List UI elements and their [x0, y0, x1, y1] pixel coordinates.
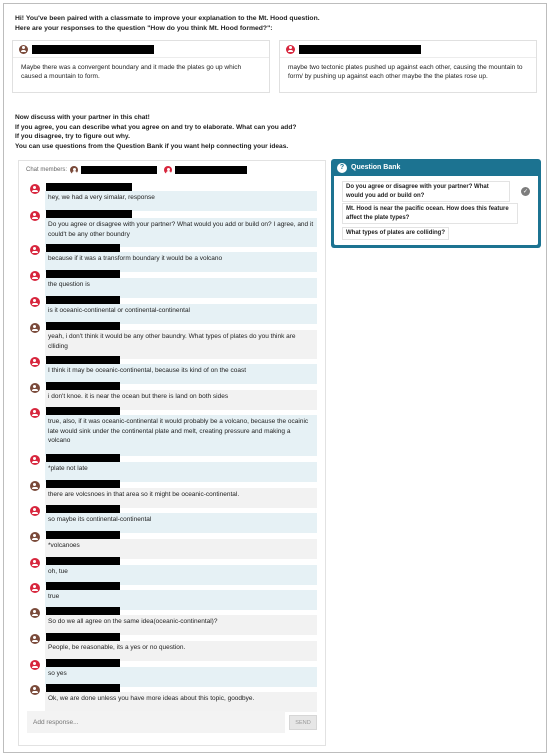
- message-text: Ok, we are done unless you have more ideas about this topic, goodbye.: [45, 692, 317, 712]
- redacted-name: [46, 582, 120, 590]
- check-icon: ✓: [522, 189, 529, 195]
- message-text: is it oceanic-continental or continental-continental: [45, 304, 317, 324]
- user-avatar-icon: [30, 532, 40, 542]
- redacted-name: [46, 633, 120, 641]
- user-avatar-icon: [30, 357, 40, 367]
- message-text: true: [45, 590, 317, 610]
- redacted-name: [46, 480, 120, 488]
- redacted-name: [299, 45, 421, 54]
- intro-line-1: Hi! You've been paired with a classmate to improve your explanation to the Mt. Hood question.: [15, 15, 320, 22]
- redacted-name: [81, 166, 157, 174]
- intro-text: [15, 14, 320, 34]
- user-avatar-icon: [30, 245, 40, 255]
- message-text: yeah, i don't think it would be any other baundry. What types of plates do you think are clliding: [45, 330, 317, 359]
- redacted-name: [46, 210, 132, 218]
- user-avatar-icon: [30, 608, 40, 618]
- instruction-line: If you disagree, try to figure out why.: [15, 133, 130, 141]
- message-text: i don't knoe. it is near the ocean but there is land on both sides: [45, 390, 317, 410]
- instruction-line: If you agree, you can describe what you agree on and try to elaborate. What can you add?: [15, 123, 297, 131]
- instruction-line: You can use questions from the Question Bank if you want help connecting your ideas.: [15, 142, 289, 150]
- user-avatar-icon: [30, 506, 40, 516]
- redacted-name: [46, 407, 120, 415]
- intro-line-2: Here are your responses to the question "How do you think Mt. Hood formed?":: [15, 25, 273, 32]
- redacted-name: [46, 531, 120, 539]
- user-avatar-icon: [30, 481, 40, 491]
- response-input[interactable]: [33, 719, 285, 726]
- response-text: Maybe there was a convergent boundary and it made the plates go up which caused a mountain to form.: [21, 64, 242, 80]
- message-text: *plate not late: [45, 462, 317, 482]
- redacted-name: [46, 557, 120, 565]
- question-mark-icon: ?: [337, 163, 347, 173]
- message-text: the question is: [45, 278, 317, 298]
- response-author: [13, 41, 269, 58]
- redacted-name: [46, 356, 120, 364]
- message-text: I think it may be oceanic-continental, because its kind of on the coast: [45, 364, 317, 384]
- redacted-name: [46, 454, 120, 462]
- chat-message: [19, 407, 325, 458]
- user-avatar-icon: [30, 271, 40, 281]
- user-avatar-icon: [30, 685, 40, 695]
- redacted-name: [32, 45, 154, 54]
- chat-panel: [18, 160, 326, 746]
- user-avatar-icon: [30, 323, 40, 333]
- redacted-name: [46, 296, 120, 304]
- redacted-name: [46, 505, 120, 513]
- message-text: People, be reasonable, its a yes or no question.: [45, 641, 317, 661]
- user-avatar-icon: [30, 408, 40, 418]
- user-avatar-icon: [30, 383, 40, 393]
- redacted-name: [46, 244, 120, 252]
- user-avatar-icon: [30, 184, 40, 194]
- user-avatar-icon: [286, 45, 295, 54]
- message-text: *volcanoes: [45, 539, 317, 559]
- chat-message: [19, 684, 325, 714]
- message-text: Do you agree or disagree with your partner? What would you add or build on? I agree, and it could't be any other boundry: [45, 218, 317, 247]
- question-bank: [331, 159, 541, 248]
- question-bank-header: [331, 159, 541, 176]
- user-avatar-icon: [19, 45, 28, 54]
- user-avatar-icon: [30, 634, 40, 644]
- message-text: so maybe its continental-continental: [45, 513, 317, 533]
- page-frame: [3, 3, 547, 753]
- partner-response-card-2: [279, 40, 537, 93]
- redacted-name: [46, 607, 120, 615]
- message-text: true, also, if it was oceanic-continental it would probably be a volcano, because the ocainic late would sink under the continental plate and melt, creating pressure and making a volcano: [45, 415, 317, 456]
- user-avatar-icon: [30, 211, 40, 221]
- question-bank-item[interactable]: Do you agree or disagree with your partner? What would you add or build on?: [342, 181, 510, 202]
- chat-message: [19, 183, 325, 213]
- message-text: So do we all agree on the same idea(oceanic-continental)?: [45, 615, 317, 635]
- question-bank-title: Question Bank: [351, 164, 401, 171]
- message-text: oh, tue: [45, 565, 317, 585]
- message-text: because if it was a transform boundary it would be a volcano: [45, 252, 317, 272]
- message-text: there are volcsnoes in that area so it might be oceanic-continental.: [45, 488, 317, 508]
- response-text: maybe two tectonic plates pushed up against each other, causing the mountain to form/ by pushing up against each other maybe the the plates rose up.: [288, 64, 523, 80]
- question-bank-item[interactable]: What types of plates are colliding?: [342, 227, 449, 240]
- message-text: hey, we had a very simalar, response: [45, 191, 317, 211]
- question-bank-list: [334, 176, 538, 245]
- redacted-name: [46, 270, 120, 278]
- chat-members: [26, 166, 247, 174]
- user-avatar-icon: [30, 660, 40, 670]
- redacted-name: [46, 382, 120, 390]
- partner-response-card-1: [12, 40, 270, 93]
- send-button[interactable]: SEND: [289, 715, 317, 730]
- user-avatar-icon: [30, 558, 40, 568]
- question-bank-item[interactable]: Mt. Hood is near the pacific ocean. How does this feature affect the plate types?: [342, 203, 518, 224]
- user-avatar-icon: [70, 166, 78, 174]
- instruction-line: Now discuss with your partner in this chat!: [15, 114, 150, 121]
- message-text: so yes: [45, 667, 317, 687]
- redacted-name: [46, 684, 120, 692]
- chat-instructions: [15, 113, 296, 151]
- redacted-name: [46, 183, 132, 191]
- redacted-name: [175, 166, 247, 174]
- user-avatar-icon: [164, 166, 172, 174]
- redacted-name: [46, 659, 120, 667]
- redacted-name: [46, 322, 120, 330]
- chat-members-label: Chat members:: [26, 167, 68, 173]
- user-avatar-icon: [30, 583, 40, 593]
- response-author: [280, 41, 536, 58]
- response-composer[interactable]: [27, 711, 285, 733]
- user-avatar-icon: [30, 297, 40, 307]
- user-avatar-icon: [30, 455, 40, 465]
